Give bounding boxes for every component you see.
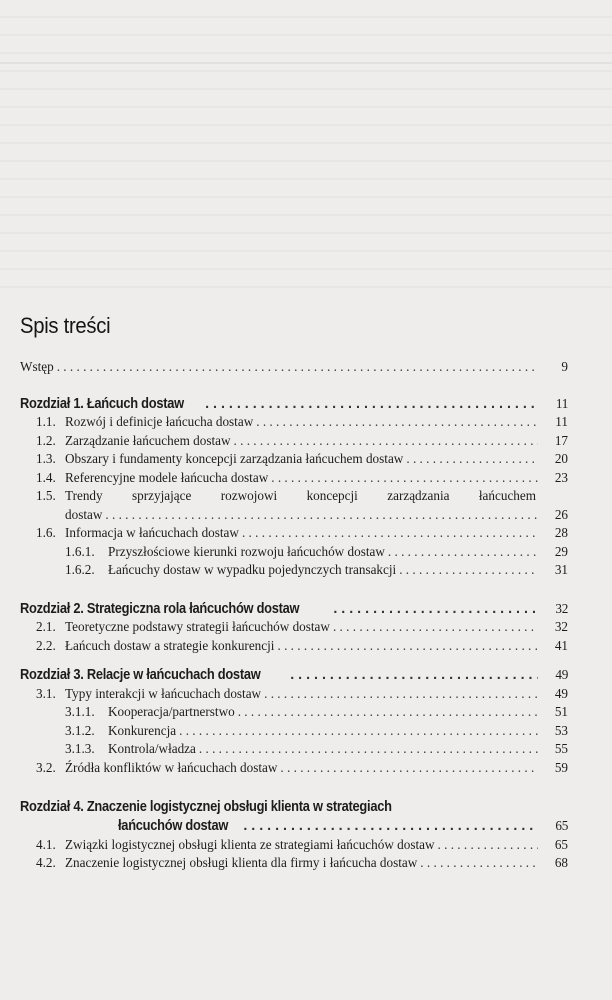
leader-dots — [105, 506, 538, 525]
toc-label: Łańcuch dostaw a strategie konkurencji — [65, 637, 275, 653]
toc-page: 32 — [554, 619, 568, 634]
toc-entry-3-1-3[interactable] — [20, 740, 568, 759]
toc-chapter-4[interactable] — [20, 798, 568, 836]
toc-number: 4.2. — [36, 855, 56, 870]
toc-label-continued: dostaw — [65, 506, 103, 522]
toc-page: 55 — [554, 741, 568, 756]
toc-number: 3.1.3. — [65, 741, 95, 756]
leader-dots — [388, 543, 538, 562]
toc-number: 1.1. — [36, 414, 56, 429]
toc-page: 41 — [554, 637, 568, 653]
toc-number: 2.2. — [36, 637, 56, 653]
toc-entry-wstep[interactable] — [20, 358, 568, 377]
toc-label: Rozdział 4. Znaczenie logistycznej obsługi klienta w strategiach — [20, 799, 392, 815]
toc-entry-1-4[interactable] — [20, 469, 568, 488]
toc-label-continued: łańcuchów dostaw — [118, 818, 229, 834]
leader-dots — [290, 666, 538, 685]
toc-label: Rozdział 2. Strategiczna rola łańcuchów dostaw — [20, 600, 300, 617]
toc-page: 26 — [554, 506, 568, 522]
toc-number: 3.1.1. — [65, 704, 95, 719]
toc-label: Informacja w łańcuchach dostaw — [65, 525, 239, 540]
toc-chapter-3[interactable] — [20, 666, 568, 685]
toc-entry-1-1[interactable] — [20, 413, 568, 432]
toc-entry-3-2[interactable] — [20, 759, 568, 778]
toc-page: 17 — [554, 432, 568, 448]
toc-number: 3.1.2. — [65, 722, 95, 738]
toc-page: 31 — [554, 562, 568, 577]
toc-label: Rozwój i definicje łańcucha dostaw — [65, 414, 254, 429]
leader-dots — [406, 450, 538, 469]
leader-dots — [199, 740, 538, 759]
toc-entry-4-2[interactable] — [20, 854, 568, 873]
toc-number: 4.1. — [36, 836, 56, 852]
page-edge-shadow — [0, 62, 612, 64]
toc-page: 11 — [555, 395, 568, 411]
toc-page: 32 — [555, 600, 568, 616]
leader-dots — [399, 561, 538, 580]
leader-dots — [420, 854, 538, 873]
leader-dots — [333, 618, 538, 637]
toc-entry-3-1-2[interactable] — [20, 722, 568, 741]
toc-page: 49 — [554, 685, 568, 701]
toc-label: Przyszłościowe kierunki rozwoju łańcuchów dostaw — [108, 543, 385, 559]
toc-chapter-1[interactable] — [20, 395, 568, 414]
toc-label: Rozdział 1. Łańcuch dostaw — [20, 395, 184, 412]
toc-number: 3.2. — [36, 759, 56, 775]
leader-dots — [179, 722, 538, 741]
page-title: Spis treści — [20, 313, 111, 338]
toc-number: 1.6.2. — [65, 562, 95, 577]
toc-page: 59 — [554, 759, 568, 775]
leader-dots — [243, 817, 538, 836]
toc-label: Konkurencja — [108, 722, 177, 738]
leader-dots — [238, 703, 538, 722]
toc-number: 1.2. — [36, 432, 56, 448]
toc-entry-1-3[interactable] — [20, 450, 568, 469]
leader-dots — [256, 413, 538, 432]
leader-dots — [277, 637, 538, 656]
leader-dots — [271, 469, 538, 488]
toc-number: 1.6. — [36, 525, 56, 540]
leader-dots — [242, 524, 538, 543]
toc-entry-2-2[interactable] — [20, 637, 568, 656]
toc-entry-1-6[interactable] — [20, 524, 568, 543]
bleed-through-text — [0, 0, 612, 300]
toc-label: Typy interakcji w łańcuchach dostaw — [65, 685, 262, 701]
toc-label: Referencyjne modele łańcucha dostaw — [65, 469, 269, 485]
toc-entry-1-6-1[interactable] — [20, 543, 568, 562]
toc-page: 53 — [554, 722, 568, 738]
toc-page: 29 — [554, 543, 568, 559]
leader-dots — [333, 600, 538, 619]
toc-page: 28 — [554, 525, 568, 540]
toc-label: Wstęp — [20, 359, 54, 374]
toc-label: Kooperacja/partnerstwo — [108, 704, 235, 719]
toc-page: 23 — [554, 469, 568, 485]
toc-label: Teoretyczne podstawy strategii łańcuchów dostaw — [65, 619, 330, 634]
toc-label: Źródła konfliktów w łańcuchach dostaw — [65, 759, 278, 775]
toc-label: Zarządzanie łańcuchem dostaw — [65, 432, 231, 448]
toc-label: Znaczenie logistycznej obsługi klienta dla firmy i łańcucha dostaw — [65, 855, 418, 870]
toc-label: Kontrola/władza — [108, 741, 196, 756]
toc-number: 1.4. — [36, 469, 56, 485]
toc-page: 65 — [555, 818, 568, 833]
toc-label: Łańcuchy dostaw w wypadku pojedynczych transakcji — [108, 562, 397, 577]
toc-number: 3.1. — [36, 685, 56, 701]
toc-number: 1.3. — [36, 451, 56, 466]
toc-page: 20 — [554, 451, 568, 466]
toc-label: Rozdział 3. Relacje w łańcuchach dostaw — [20, 667, 261, 683]
toc-page: 11 — [555, 414, 568, 429]
table-of-contents — [20, 358, 568, 873]
toc-label: Trendy sprzyjające rozwojowi koncepcji zarządzania łańcuchem — [65, 488, 536, 503]
leader-dots — [234, 432, 539, 451]
toc-entry-4-1[interactable] — [20, 836, 568, 855]
toc-chapter-2[interactable] — [20, 600, 568, 619]
toc-entry-1-6-2[interactable] — [20, 561, 568, 580]
toc-page: 51 — [554, 704, 568, 719]
leader-dots — [57, 358, 538, 377]
toc-page: 9 — [561, 359, 568, 374]
toc-label: Związki logistycznej obsługi klienta ze strategiami łańcuchów dostaw — [65, 836, 435, 852]
toc-number: 1.5. — [36, 488, 56, 503]
toc-entry-1-5[interactable] — [20, 487, 568, 524]
toc-entry-3-1[interactable] — [20, 685, 568, 704]
leader-dots — [205, 395, 538, 414]
toc-label: Obszary i fundamenty koncepcji zarządzania łańcuchem dostaw — [65, 451, 404, 466]
toc-page: 68 — [554, 855, 568, 870]
toc-page: 49 — [555, 667, 568, 682]
toc-entry-3-1-1[interactable] — [20, 703, 568, 722]
toc-entry-1-2[interactable] — [20, 432, 568, 451]
leader-dots — [280, 759, 538, 778]
toc-number: 2.1. — [36, 619, 56, 634]
leader-dots — [438, 836, 538, 855]
toc-entry-2-1[interactable] — [20, 618, 568, 637]
toc-page: 65 — [554, 836, 568, 852]
toc-number: 1.6.1. — [65, 543, 95, 559]
leader-dots — [264, 685, 538, 704]
